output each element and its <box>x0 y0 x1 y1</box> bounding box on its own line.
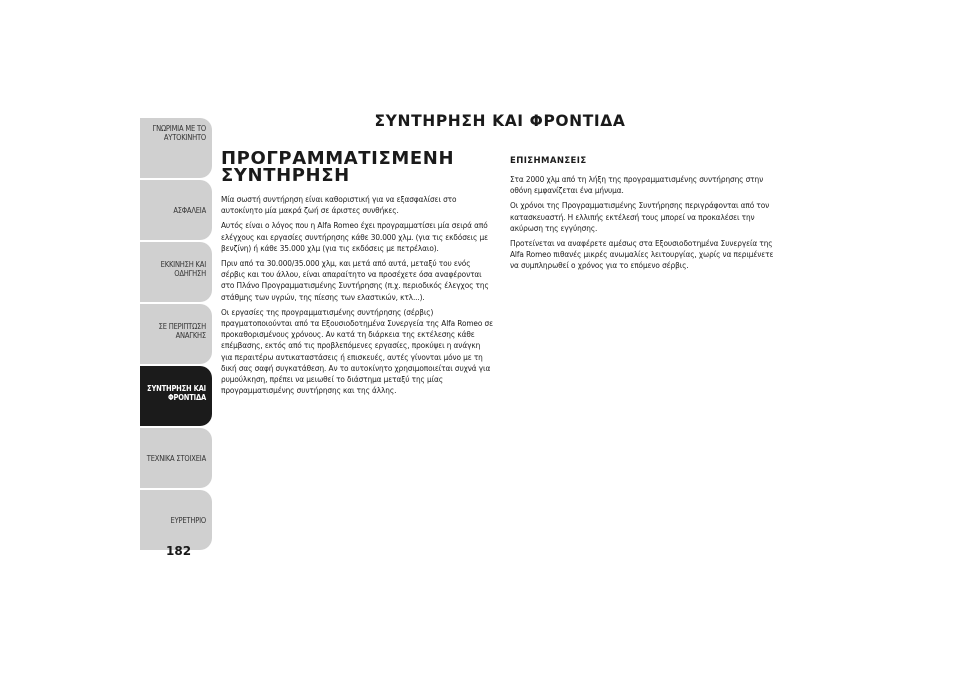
paragraph: Πριν από τα 30.000/35.000 χλμ, και μετά από αυτά, μεταξύ του ενός σέρβις και του άλλου, είναι απαραίτητο να προσέχετε όσα αναφέρονται στο Πλάνο Προγραμματισμένης Συντήρησης (π.χ. περιοδικός έλεγχος της στάθμης των υγρών, της πίεσης των ελαστικών, κτλ...). <box>221 258 489 302</box>
tab-index[interactable] <box>140 490 212 550</box>
paragraph: Στα 2000 χλμ από τη λήξη της προγραμματισμένης συντήρησης στην οθόνη εμφανίζεται ένα μήνυμα. <box>510 174 764 196</box>
paragraph: Οι εργασίες της προγραμματισμένης συντήρησης (σέρβις) πραγματοποιούνται από τα Εξουσιοδοτημένα Συνεργεία της Alfa Romeo σε προκαθορισμένους χρόνους. Αν κατά τη διάρκεια της εκτέλεσης κάθε επέμβασης, εκτός από τις προβλεπόμενες εργασίες, προκύψει η ανάγκη για περαιτέρω αντικαταστάσεις ή επισκευές, αυτές γίνονται μόνο με τη δική σας σαφή συγκατάθεση. Αν το αυτοκίνητο χρησιμοποιείται συχνά για ρυμούλκηση, πρέπει να μειωθεί το διάστημα μεταξύ της μίας προγραμματισμένης συντήρησης και της άλλης. <box>221 306 493 396</box>
page-header-title: ΣΥΝΤΗΡΗΣΗ ΚΑΙ ΦΡΟΝΤΙΔΑ <box>374 112 626 130</box>
paragraph: Αυτός είναι ο λόγος που η Alfa Romeo έχει προγραμματίσει μία σειρά από ελέγχους και εργασίες συντήρησης κάθε 30.000 χλμ. (για τις εκδόσεις με βενζίνη) ή κάθε 35.000 χλμ (για τις εκδόσεις με πετρέλαιο). <box>221 220 488 253</box>
tab-label: ΑΣΦΑΛΕΙΑ <box>173 206 206 215</box>
right-column <box>510 156 782 276</box>
tab-label: ΤΕΧΝΙΚΑ ΣΤΟΙΧΕΙΑ <box>146 454 206 463</box>
paragraph: Μία σωστή συντήρηση είναι καθοριστική για να εξασφαλίσει στο αυτοκίνητο μία μακρά ζωή σε άριστες συνθήκες. <box>221 194 457 216</box>
tab-getting-to-know[interactable] <box>140 118 212 178</box>
tab-starting-driving[interactable] <box>140 242 212 302</box>
chapter-tabs <box>140 118 212 552</box>
tab-technical-data[interactable] <box>140 428 212 488</box>
paragraph: Οι χρόνοι της Προγραμματισμένης Συντήρησης περιγράφονται από τον κατασκευαστή. Η ελλιπής εκτέλεσή τους μπορεί να προκαλέσει την ακύρωση της εγγύησης. <box>510 200 770 233</box>
tab-label: ΕΥΡΕΤΗΡΙΟ <box>170 516 206 525</box>
tab-label: ΓΝΩΡΙΜΙΑ ΜΕ ΤΟ ΑΥΤΟΚΙΝΗΤΟ <box>152 124 206 142</box>
tab-label: ΣΕ ΠΕΡΙΠΤΩΣΗ ΑΝΑΓΚΗΣ <box>158 322 206 340</box>
left-column <box>221 150 493 400</box>
tab-emergency[interactable] <box>140 304 212 364</box>
section-title: ΠΡΟΓΡΑΜΜΑΤΙΣΜΕΝΗ ΣΥΝΤΗΡΗΣΗ <box>221 148 455 186</box>
tab-label: ΣΥΝΤΗΡΗΣΗ ΚΑΙ ΦΡΟΝΤΙΔΑ <box>147 384 206 402</box>
tab-label: ΕΚΚΙΝΗΣΗ ΚΑΙ ΟΔΗΓΗΣΗ <box>160 260 206 278</box>
tab-maintenance-active[interactable] <box>140 366 212 426</box>
page-number: 182 <box>166 544 192 558</box>
paragraph: Προτείνεται να αναφέρετε αμέσως στα Εξουσιοδοτημένα Συνεργεία της Alfa Romeo πιθανές μικρές ανωμαλίες λειτουργίας, χωρίς να περιμένετε να συμπληρωθεί ο χρόνος για το επόμενο σέρβις. <box>510 238 774 271</box>
notes-subtitle: ΕΠΙΣΗΜΑΝΣΕΙΣ <box>510 156 587 166</box>
tab-safety[interactable] <box>140 180 212 240</box>
